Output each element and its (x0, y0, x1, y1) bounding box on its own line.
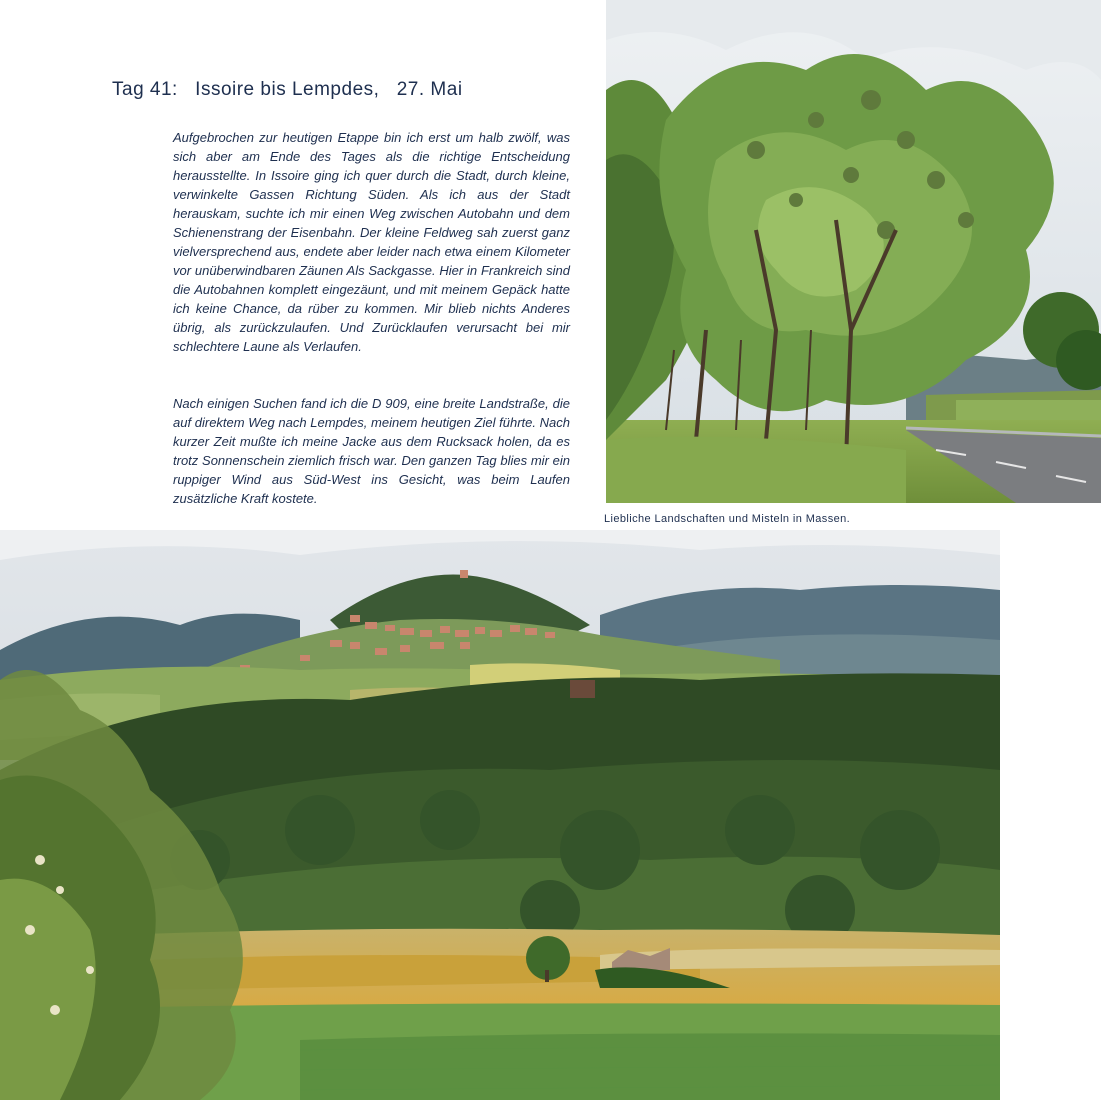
trees-mistletoe-photo (606, 0, 1101, 503)
body-paragraph-1: Aufgebrochen zur heutigen Etappe bin ich erst um halb zwölf, was sich aber am Ende des Tages als die richtige Entscheidung herausstellte. In Issoire ging ich quer durch die Stadt, durch kleine, verwinkelte Gassen Richtung Süden. Als ich aus der Stadt herauskam, suchte ich mir einen Weg zwischen Autobahn und dem Schienenstrang der Eisenbahn. Der kleine Feldweg sah zuerst ganz vielversprechend aus, endete aber leider nach etwa einem Kilometer vor unüberwindbaren Zäunen Als Sackgasse. Hier in Frankreich sind die Autobahnen komplett eingezäunt, und mit meinem Gepäck hatte ich keine Chance, da rüber zu kommen. Mir blieb nichts Anderes übrig, als zurückzulaufen. Und Zurücklaufen verursacht bei mir schlechtere Laune als Verlaufen. (173, 130, 570, 354)
photo-caption: Liebliche Landschaften und Misteln in Massen. (604, 513, 851, 525)
page-title: Tag 41: Issoire bis Lempdes, 27. Mai (112, 79, 463, 100)
body-paragraph-2: Nach einigen Suchen fand ich die D 909, eine breite Landstraße, die auf direktem Weg nach Lempdes, meinem heutigen Ziel führte. Nach kurzer Zeit mußte ich meine Jacke aus dem Rucksack holen, da es trotz Sonnenschein ziemlich frisch war. Den ganzen Tag blies mir ein ruppiger Wind aus Süd-West ins Gesicht, was beim Laufen zusätzliche Kraft kostete. (173, 396, 570, 506)
landscape-village-photo (0, 530, 1000, 1100)
